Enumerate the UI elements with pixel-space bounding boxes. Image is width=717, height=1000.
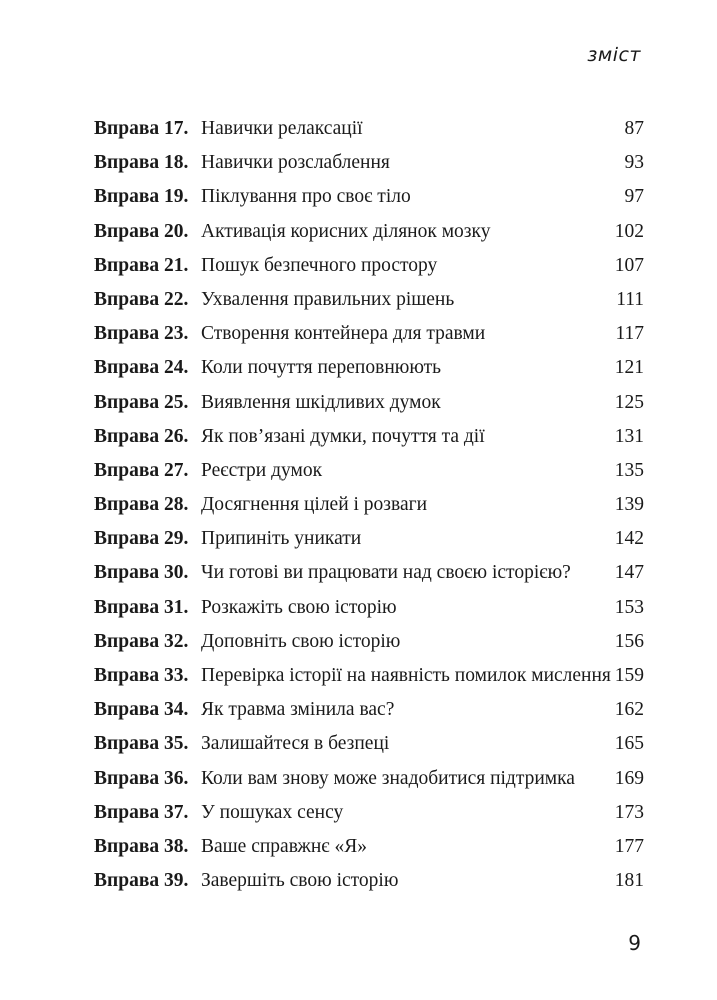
toc-entry-label: Вправа 33. bbox=[94, 665, 189, 686]
toc-entry-label: Вправа 22. bbox=[94, 288, 189, 310]
toc-entry-label: Вправа 26. bbox=[94, 425, 189, 447]
toc-entry-page: 156 bbox=[614, 630, 644, 652]
toc-entry-page: 135 bbox=[614, 459, 644, 481]
toc-entry bbox=[94, 249, 644, 283]
toc-entry-title: Ухвалення правильних рішень bbox=[201, 288, 455, 310]
toc-entry-title: Припиніть уникати bbox=[201, 528, 362, 550]
toc-entry-label: Вправа 17. bbox=[94, 118, 189, 139]
toc-entry-page: 87 bbox=[624, 118, 644, 139]
toc-entry bbox=[94, 420, 644, 454]
toc-entry bbox=[94, 180, 644, 214]
toc-entry bbox=[94, 727, 644, 761]
toc-entry-page: 93 bbox=[624, 152, 644, 174]
toc-entry-title: У пошуках сенсу bbox=[201, 801, 344, 823]
toc-entry-title: Активація корисних ділянок мозку bbox=[201, 220, 491, 242]
toc-entry-label: Вправа 27. bbox=[94, 459, 189, 481]
toc-entry-label: Вправа 29. bbox=[94, 528, 189, 550]
toc-entry-title: Доповніть свою історію bbox=[201, 630, 401, 652]
toc-entry bbox=[94, 351, 644, 385]
section-title: зміст bbox=[587, 44, 641, 66]
toc-entry-page: 169 bbox=[614, 767, 644, 789]
toc-entry bbox=[94, 522, 644, 556]
toc-entry bbox=[94, 317, 644, 351]
toc-entry-title: Виявлення шкідливих думок bbox=[201, 391, 441, 413]
toc-entry-label: Вправа 23. bbox=[94, 323, 189, 345]
toc-entry-label: Вправа 31. bbox=[94, 596, 189, 618]
toc-entry-label: Вправа 37. bbox=[94, 801, 189, 823]
toc-entry-page: 177 bbox=[614, 835, 644, 857]
toc-entry-page: 159 bbox=[614, 665, 644, 686]
toc-entry bbox=[94, 283, 644, 317]
toc-entry-label: Вправа 28. bbox=[94, 494, 189, 516]
toc-entry bbox=[94, 146, 644, 180]
toc-entry bbox=[94, 488, 644, 522]
toc-entry-label: Вправа 35. bbox=[94, 733, 189, 755]
toc-entry-page: 139 bbox=[614, 494, 644, 516]
toc-entry-title: Навички релаксації bbox=[201, 118, 363, 139]
toc-entry-page: 107 bbox=[614, 254, 644, 276]
toc-entry-label: Вправа 21. bbox=[94, 254, 189, 276]
toc-entry-title: Залишайтеся в безпеці bbox=[201, 733, 390, 755]
toc-entry-title: Завершіть свою історію bbox=[201, 870, 399, 892]
toc-entry-title: Створення контейнера для травми bbox=[201, 323, 486, 345]
toc-entry-title: Ваше справжнє «Я» bbox=[201, 835, 368, 857]
toc-entry-label: Вправа 19. bbox=[94, 186, 189, 208]
toc-entry-page: 181 bbox=[614, 870, 644, 892]
toc-entry-label: Вправа 34. bbox=[94, 699, 189, 721]
toc-entry-label: Вправа 32. bbox=[94, 630, 189, 652]
toc-entry bbox=[94, 762, 644, 796]
toc-entry-label: Вправа 30. bbox=[94, 562, 189, 584]
toc-entry-title: Як пов’язані думки, почуття та дії bbox=[201, 425, 485, 447]
toc-entry-title: Коли вам знову може знадобитися підтримка bbox=[201, 767, 575, 789]
toc-entry-label: Вправа 39. bbox=[94, 870, 189, 892]
toc-entry-page: 173 bbox=[614, 801, 644, 823]
page-number: 9 bbox=[628, 931, 641, 955]
toc-entry-page: 147 bbox=[614, 562, 644, 584]
toc-entry-title: Досягнення цілей і розваги bbox=[201, 494, 428, 516]
toc-entry-page: 153 bbox=[614, 596, 644, 618]
toc-entry-page: 162 bbox=[614, 699, 644, 721]
toc-entry-page: 117 bbox=[615, 323, 644, 345]
toc-entry bbox=[94, 864, 644, 898]
toc-entry-title: Чи готові ви працювати над своєю історією? bbox=[201, 562, 571, 584]
toc-entry-title: Коли почуття переповнюють bbox=[201, 357, 442, 379]
toc-entry bbox=[94, 659, 644, 693]
toc-entry-title: Пошук безпечного простору bbox=[201, 254, 438, 276]
toc-entry-title: Навички розслаблення bbox=[201, 152, 390, 174]
toc-entry bbox=[94, 454, 644, 488]
toc-entry-title: Піклування про своє тіло bbox=[201, 186, 411, 208]
toc-entry-page: 142 bbox=[614, 528, 644, 550]
toc-entry-page: 97 bbox=[624, 186, 644, 208]
toc-entry-title: Як травма змінила вас? bbox=[201, 699, 395, 721]
toc-entry-label: Вправа 24. bbox=[94, 357, 189, 379]
toc-entry bbox=[94, 796, 644, 830]
toc-entry bbox=[94, 556, 644, 590]
toc-entry-page: 121 bbox=[614, 357, 644, 379]
toc-entry-label: Вправа 20. bbox=[94, 220, 189, 242]
toc-entry-title: Розкажіть свою історію bbox=[201, 596, 397, 618]
toc-entry bbox=[94, 386, 644, 420]
toc-entry-title: Перевірка історії на наявність помилок мислення bbox=[201, 665, 611, 686]
toc-entry-page: 102 bbox=[614, 220, 644, 242]
toc-entry bbox=[94, 693, 644, 727]
toc-entry-page: 165 bbox=[614, 733, 644, 755]
toc-entry bbox=[94, 215, 644, 249]
toc-entry bbox=[94, 830, 644, 864]
toc-entry-label: Вправа 38. bbox=[94, 835, 189, 857]
toc-entry-label: Вправа 18. bbox=[94, 152, 189, 174]
table-of-contents bbox=[94, 112, 644, 898]
toc-entry bbox=[94, 591, 644, 625]
toc-entry-page: 111 bbox=[616, 288, 644, 310]
toc-entry-page: 131 bbox=[614, 425, 644, 447]
toc-entry bbox=[94, 625, 644, 659]
toc-entry-label: Вправа 25. bbox=[94, 391, 189, 413]
toc-entry bbox=[94, 112, 644, 146]
toc-entry-page: 125 bbox=[614, 391, 644, 413]
toc-entry-label: Вправа 36. bbox=[94, 767, 189, 789]
toc-entry-title: Реєстри думок bbox=[201, 459, 323, 481]
